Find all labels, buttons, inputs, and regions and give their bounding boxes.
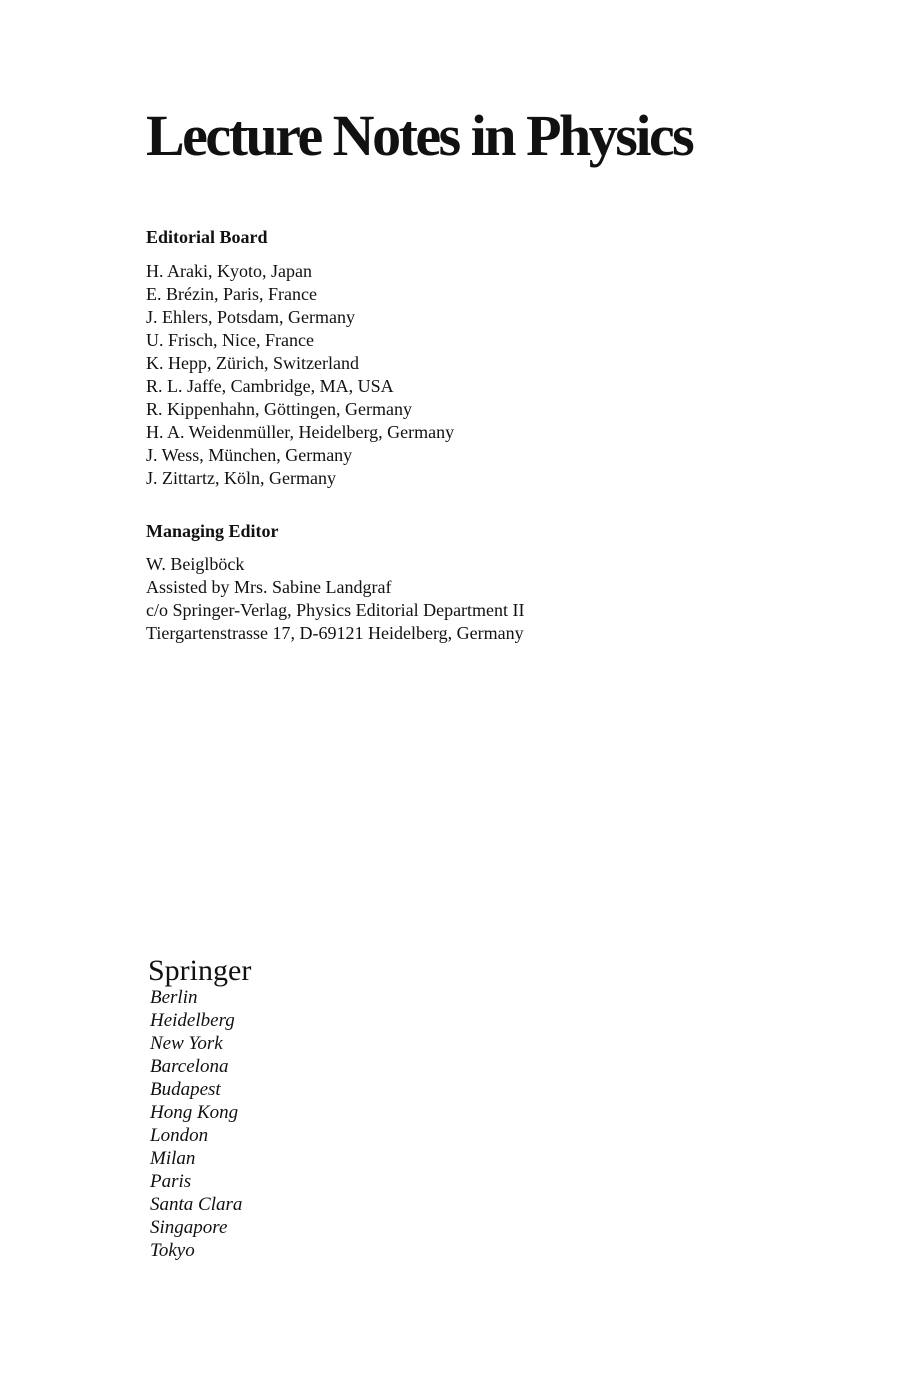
publisher-city: New York	[150, 1033, 223, 1054]
managing-editor-details	[146, 553, 525, 645]
managing-editor-line: Assisted by Mrs. Sabine Landgraf	[146, 577, 392, 597]
publisher-city: Santa Clara	[150, 1194, 243, 1215]
editorial-board-member: U. Frisch, Nice, France	[146, 330, 314, 350]
editorial-board-member: J. Zittartz, Köln, Germany	[146, 468, 336, 488]
publisher-city: Paris	[150, 1171, 192, 1192]
publisher-city: London	[150, 1125, 209, 1146]
managing-editor-heading: Managing Editor	[146, 521, 279, 541]
managing-editor-line: W. Beiglböck	[146, 554, 245, 574]
publisher-city: Singapore	[150, 1217, 228, 1238]
editorial-board-list	[146, 260, 454, 490]
managing-editor-line: Tiergartenstrasse 17, D-69121 Heidelberg, Germany	[146, 623, 524, 643]
editorial-board-member: J. Wess, München, Germany	[146, 445, 353, 465]
editorial-board-member: H. Araki, Kyoto, Japan	[146, 261, 312, 281]
editorial-board-member: E. Brézin, Paris, France	[146, 284, 317, 304]
publisher-city: Milan	[150, 1148, 196, 1169]
publisher-city: Hong Kong	[150, 1102, 239, 1123]
publisher-city: Budapest	[150, 1079, 221, 1100]
publisher-city: Berlin	[150, 987, 198, 1008]
publisher-imprint	[148, 953, 251, 1262]
editorial-board-member: H. A. Weidenmüller, Heidelberg, Germany	[146, 422, 455, 442]
managing-editor-line: c/o Springer-Verlag, Physics Editorial Department II	[146, 600, 525, 620]
publisher-city: Tokyo	[150, 1240, 195, 1261]
editorial-board-heading: Editorial Board	[146, 227, 268, 247]
publisher-cities-list	[148, 986, 251, 1262]
managing-editor-section	[146, 520, 525, 645]
editorial-board-member: J. Ehlers, Potsdam, Germany	[146, 307, 355, 327]
editorial-board-member: K. Hepp, Zürich, Switzerland	[146, 353, 359, 373]
publisher-city: Barcelona	[150, 1056, 229, 1077]
page-title: Lecture Notes in Physics	[146, 103, 693, 168]
editorial-board-member: R. L. Jaffe, Cambridge, MA, USA	[146, 376, 394, 396]
editorial-board-member: R. Kippenhahn, Göttingen, Germany	[146, 399, 412, 419]
editorial-board-section	[146, 226, 454, 490]
publisher-name: Springer	[148, 954, 252, 987]
publisher-city: Heidelberg	[150, 1010, 235, 1031]
